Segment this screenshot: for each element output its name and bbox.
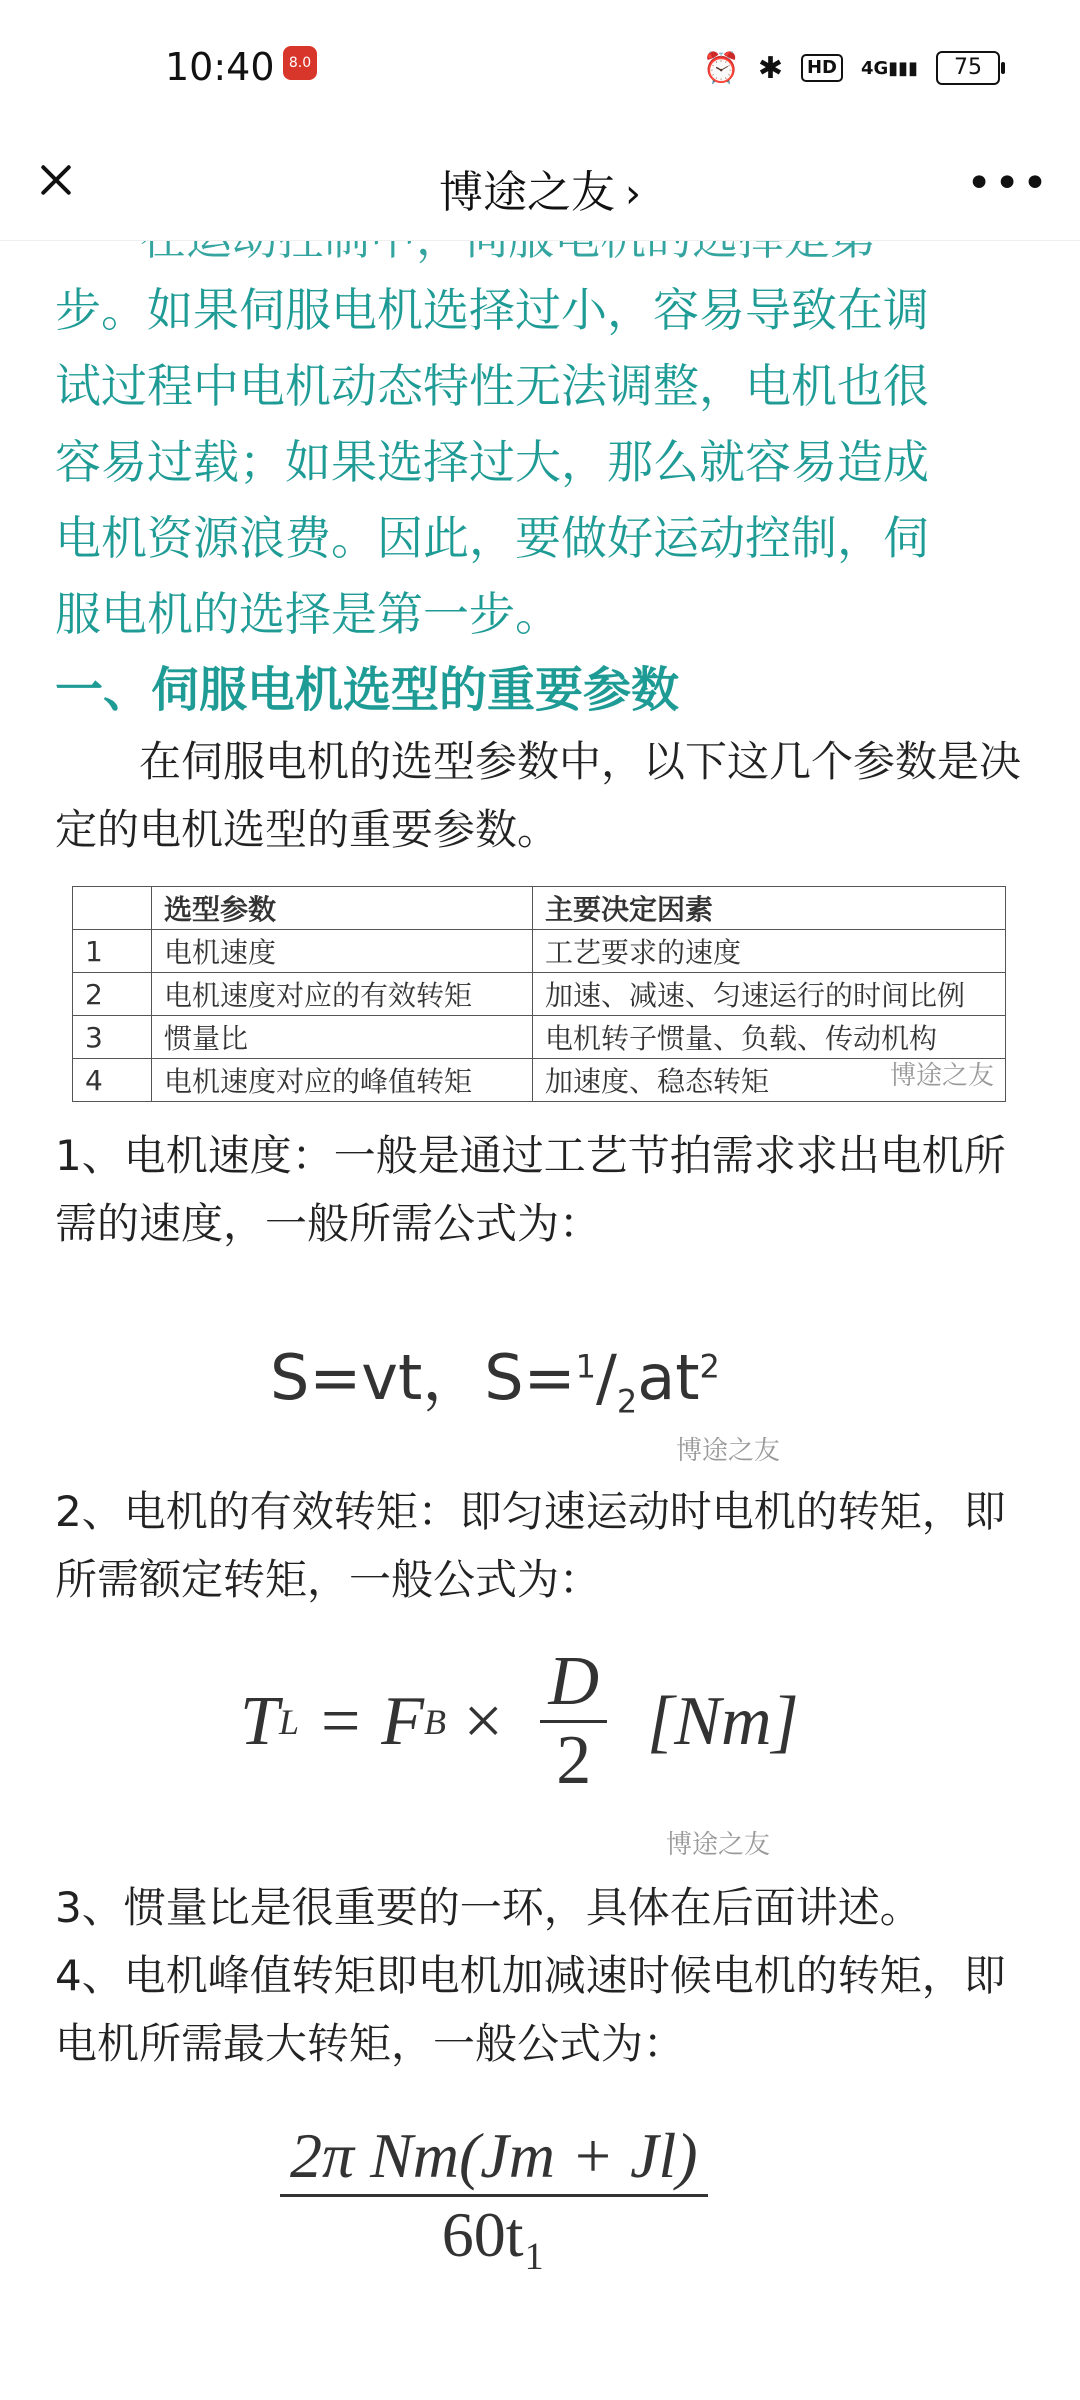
formula-text [240, 1644, 799, 1799]
watermark: 博途之友 [889, 1061, 994, 1091]
formula-exponent: 2 [699, 1347, 720, 1386]
table-header [73, 887, 152, 930]
table-cell: 1 [73, 930, 152, 973]
top-nav-bar [0, 130, 1080, 241]
alarm-icon: ⏰ [702, 50, 740, 86]
formula-sub: B [423, 1701, 446, 1742]
chevron-right-icon: › [625, 171, 641, 217]
article-body [0, 240, 1080, 2298]
fraction-denominator: 60t₁ [441, 2199, 546, 2270]
watermark: 博途之友 [675, 1436, 780, 1466]
fraction-numerator: D [540, 1644, 607, 1723]
paragraph: 在伺服电机的选型参数中，以下这几个参数是决定的电机选型的重要参数。 [55, 737, 1022, 854]
formula-part: at [637, 1341, 700, 1414]
table-cell: 3 [73, 1016, 152, 1059]
status-icons [702, 48, 1000, 88]
formula-text [270, 1328, 720, 1420]
table-header: 主要决定因素 [533, 887, 1006, 930]
table-header: 选型参数 [152, 887, 533, 930]
formula-times: × [445, 1682, 521, 1760]
section-heading: 一、伺服电机选型的重要参数 [55, 662, 680, 718]
intro-line: 容易过载；如果选择过大，那么就容易造成 [55, 435, 929, 489]
table-row [73, 1016, 1006, 1059]
formula-speed [0, 1258, 1080, 1478]
more-options-button[interactable]: ••• [966, 158, 1050, 209]
fraction-numerator: 2π Nm(Jm + Jl) [280, 2118, 708, 2197]
table-header-row [73, 887, 1006, 930]
fraction-denominator: 2 [556, 1722, 592, 1799]
clock: 10:40 [165, 45, 275, 89]
table-cell: 2 [73, 973, 152, 1016]
formula-sub: L [278, 1701, 299, 1742]
signal-icon: 4G▮▮▮ [860, 57, 918, 79]
table-cell: 电机转子惯量、负载、传动机构 [533, 1016, 1006, 1059]
table-cell: 4 [73, 1059, 152, 1102]
fraction [540, 1644, 607, 1799]
formula-part: S=vt，S= [270, 1341, 576, 1414]
table-cell: 加速度、稳态转矩 [533, 1059, 1006, 1102]
table-cell: 工艺要求的速度 [533, 930, 1006, 973]
table-cell: 惯量比 [152, 1016, 533, 1059]
table-row [73, 973, 1006, 1016]
table-cell: 加速、减速、匀速运行的时间比例 [533, 973, 1006, 1016]
formula-part: T [240, 1682, 279, 1760]
app-notification-icon: 8.0 [283, 46, 317, 80]
status-bar [0, 0, 1080, 140]
formula-peak-torque [0, 2078, 1080, 2298]
formula-unit: [Nm] [647, 1682, 799, 1760]
paragraph: 4、电机峰值转矩即电机加减速时候电机的转矩，即电机所需最大转矩，一般公式为： [55, 1951, 1006, 2068]
formula-sup: 1 [575, 1347, 596, 1386]
account-title[interactable] [0, 156, 1080, 220]
intro-line: 服电机的选择是第一步。 [55, 587, 561, 641]
table-cell: 电机速度对应的峰值转矩 [152, 1059, 533, 1102]
formula-slash: / [595, 1341, 617, 1414]
battery-icon: 75 [936, 51, 1000, 85]
paragraph: 2、电机的有效转矩：即匀速运动时电机的转矩，即所需额定转矩，一般公式为： [55, 1487, 1006, 1604]
formula-text [260, 2118, 728, 2273]
intro-line: 步。如果伺服电机选择过小，容易导致在调 [55, 283, 929, 337]
fraction [280, 2118, 708, 2273]
formula-part: = F [298, 1682, 424, 1760]
table-cell: 电机速度 [152, 930, 533, 973]
paragraph: 1、电机速度：一般是通过工艺节拍需求求出电机所需的速度，一般所需公式为： [55, 1131, 1006, 1248]
formula-torque [0, 1614, 1080, 1874]
parameter-table [72, 886, 1006, 1102]
watermark: 博途之友 [665, 1830, 770, 1860]
hd-icon: HD [801, 54, 843, 82]
network-type: 4G [860, 57, 889, 79]
bluetooth-icon: ✱ [757, 50, 783, 86]
intro-line: 电机资源浪费。因此，要做好运动控制，伺 [55, 511, 929, 565]
table-row [73, 930, 1006, 973]
paragraph: 3、惯量比是很重要的一环，具体在后面讲述。 [55, 1883, 922, 1932]
intro-line: 试过程中电机动态特性无法调整，电机也很 [55, 359, 929, 413]
table-row [73, 1059, 1006, 1102]
table-cell: 电机速度对应的有效转矩 [152, 973, 533, 1016]
account-name[interactable]: 博途之友 [439, 167, 615, 218]
formula-sub: 2 [616, 1382, 638, 1421]
